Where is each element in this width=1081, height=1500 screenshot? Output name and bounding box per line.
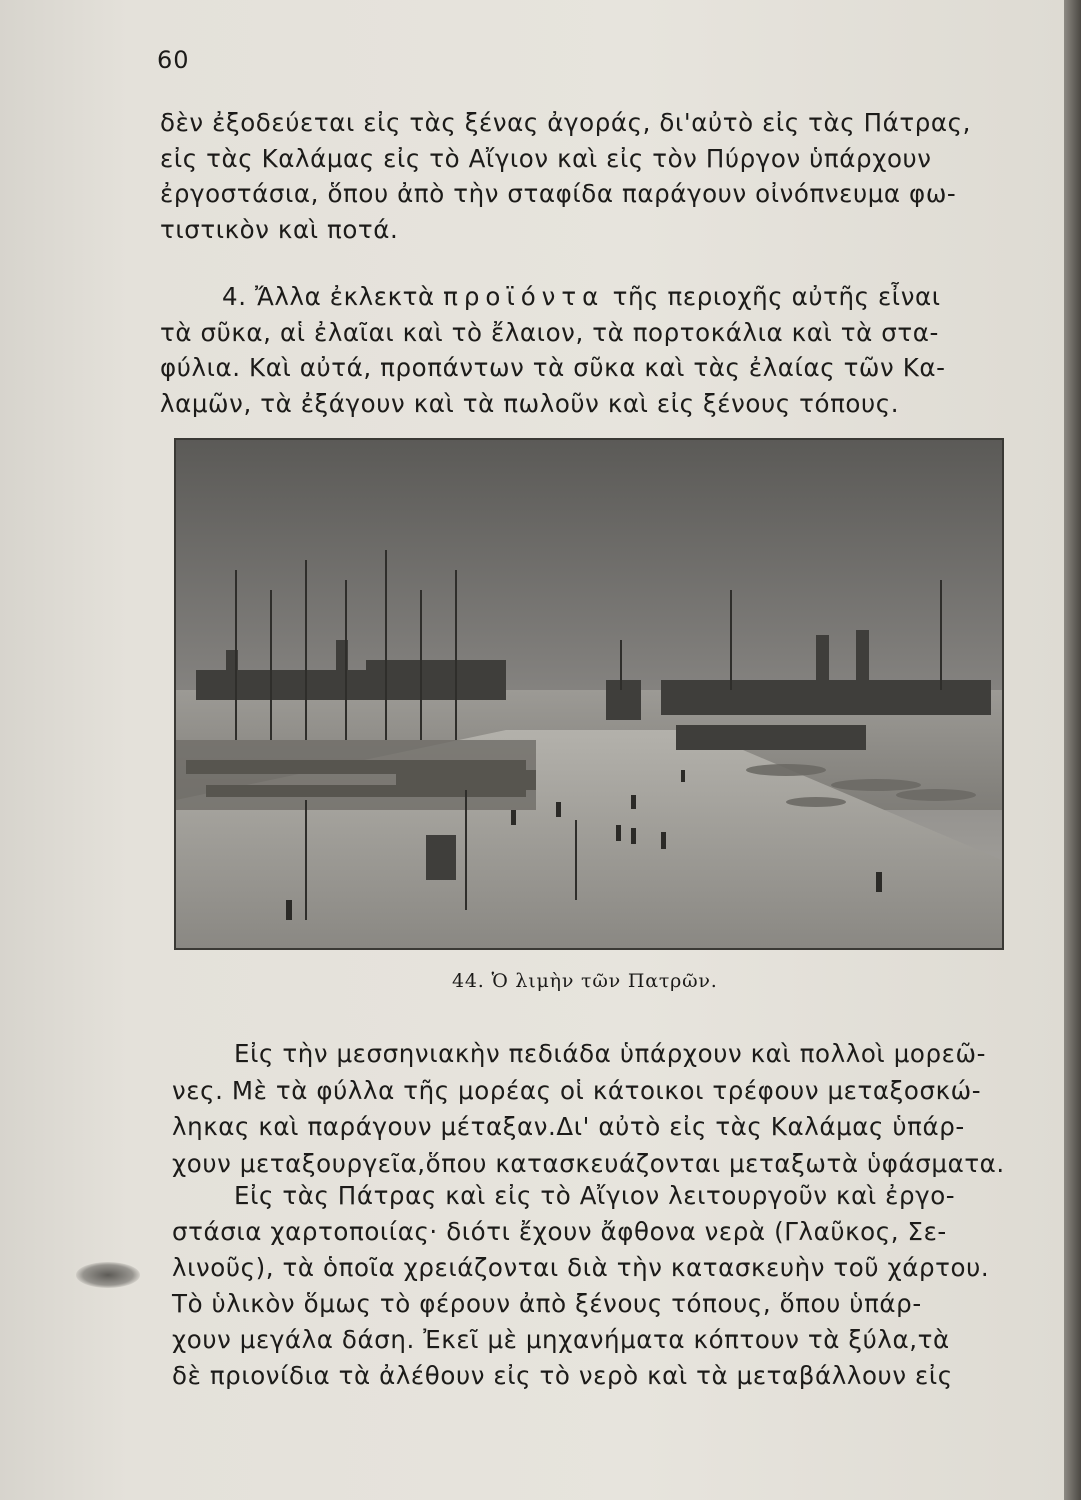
- text-fragment: Ἄλλα ἐκλεκτὰ: [254, 282, 435, 311]
- page-number: 60: [157, 46, 190, 74]
- paragraph-wine-factories: [160, 105, 971, 247]
- text-line: φύλια. Καὶ αὐτά, προπάντων τὰ σῦκα καὶ τὰς ἐλαίας τῶν Κα-: [160, 353, 946, 382]
- text-line: Εἰς τὰς Πάτρας καὶ εἰς τὸ Αἴγιον λειτουργοῦν καὶ ἐργο-: [234, 1181, 956, 1210]
- text-line: λαμῶν, τὰ ἐξάγουν καὶ τὰ πωλοῦν καὶ εἰς ξένους τόπους.: [160, 388, 900, 418]
- harbor-photograph: [176, 440, 1002, 948]
- text-line: εἰς τὰς Καλάμας εἰς τὸ Αἴγιον καὶ εἰς τὸν Πύργον ὑπάρχουν: [160, 143, 932, 173]
- paragraph-products: [160, 279, 946, 421]
- text-line: τὰ σῦκα, αἱ ἐλαῖαι καὶ τὸ ἔλαιον, τὰ πορτοκάλια καὶ τὰ στα-: [160, 317, 939, 347]
- text-line: Εἰς τὴν μεσσηνιακὴν πεδιάδα ὑπάρχουν καὶ πολλοὶ μορεῶ-: [234, 1039, 987, 1068]
- text-line: χουν μεταξουργεῖα,ὅπου κατασκευάζονται μεταξωτὰ ὑφάσματα.: [172, 1148, 1005, 1178]
- text-line: ἐργοστάσια, ὅπου ἀπὸ τὴν σταφίδα παράγουν οἰνόπνευμα φω-: [160, 179, 957, 208]
- text-line: χουν μεγάλα δάση. Ἐκεῖ μὲ μηχανήματα κόπτουν τὰ ξύλα,τὰ: [172, 1325, 950, 1354]
- figure-caption: 44. Ὁ λιμὴν τῶν Πατρῶν.: [452, 970, 718, 992]
- ink-smudge: [76, 1262, 140, 1288]
- paragraph-paper: [172, 1178, 989, 1394]
- text-line: δὲν ἐξοδεύεται εἰς τὰς ξένας ἀγοράς, δι'αὐτὸ εἰς τὰς Πάτρας,: [160, 108, 972, 137]
- page-edge-shadow: [1064, 0, 1081, 1500]
- text-line: τιστικὸν καὶ ποτά.: [160, 214, 399, 244]
- emphasized-term: προϊόντα: [443, 282, 605, 311]
- text-line: Τὸ ὑλικὸν ὅμως τὸ φέρουν ἀπὸ ξένους τόπους, ὅπου ὑπάρ-: [172, 1289, 922, 1318]
- text-line: δὲ πριονίδια τὰ ἀλέθουν εἰς τὸ νερὸ καὶ τὰ μεταβάλλουν εἰς: [172, 1361, 953, 1390]
- text-line: λινοῦς), τὰ ὁποῖα χρειάζονται διὰ τὴν κατασκευὴν τοῦ χάρτου.: [172, 1253, 990, 1282]
- text-line: στάσια χαρτοποιίας· διότι ἔχουν ἄφθονα νερὰ (Γλαῦκος, Σε-: [172, 1217, 947, 1246]
- text-line: νες. Μὲ τὰ φύλλα τῆς μορέας οἱ κάτοικοι τρέφουν μεταξοσκώ-: [172, 1075, 982, 1105]
- section-number: 4.: [222, 282, 247, 311]
- text-line: ληκας καὶ παράγουν μέταξαν.Δι' αὐτὸ εἰς τὰς Καλάμας ὑπάρ-: [172, 1112, 965, 1141]
- text-fragment: τῆς περιοχῆς αὐτῆς εἶναι: [612, 282, 941, 311]
- paragraph-silk: [172, 1036, 1005, 1182]
- text-line: [160, 279, 946, 315]
